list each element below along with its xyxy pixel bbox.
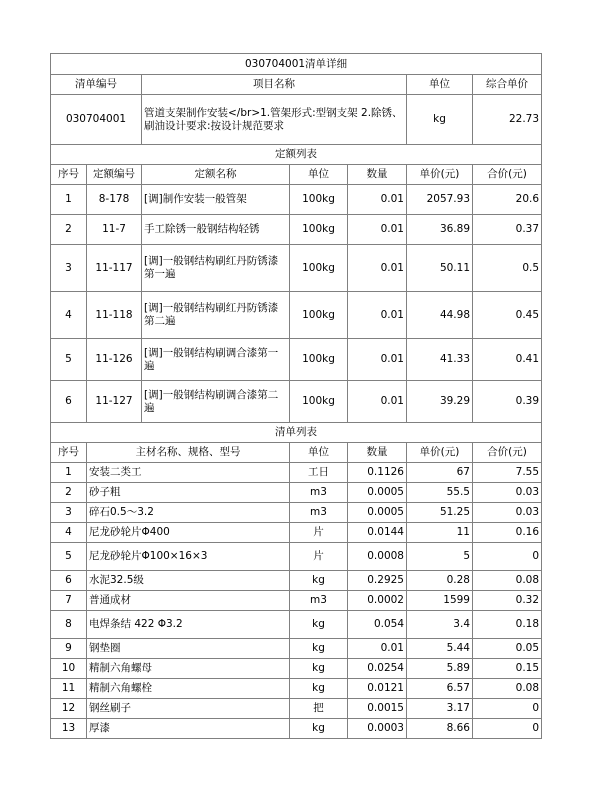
material-no: 7 — [51, 591, 87, 611]
quota-col-header: 单位 — [290, 165, 348, 185]
quota-qty: 0.01 — [348, 185, 407, 215]
quota-name: [调]制作安装一般管架 — [142, 185, 290, 215]
material-price: 5 — [407, 543, 473, 571]
material-row — [51, 639, 542, 659]
material-unit: 把 — [290, 699, 348, 719]
material-row — [51, 571, 542, 591]
material-qty: 0.0003 — [348, 719, 407, 739]
quota-no: 4 — [51, 292, 87, 339]
material-price: 0.28 — [407, 571, 473, 591]
material-unit: kg — [290, 719, 348, 739]
quota-code: 11-117 — [87, 245, 142, 292]
material-row — [51, 719, 542, 739]
quota-price: 39.29 — [407, 381, 473, 423]
quota-qty: 0.01 — [348, 215, 407, 245]
quota-qty: 0.01 — [348, 339, 407, 381]
material-qty: 0.0144 — [348, 523, 407, 543]
material-qty: 0.0015 — [348, 699, 407, 719]
material-unit: m3 — [290, 591, 348, 611]
material-qty: 0.0008 — [348, 543, 407, 571]
quota-total: 20.6 — [473, 185, 542, 215]
material-col-header: 主材名称、规格、型号 — [87, 443, 290, 463]
material-total: 0.18 — [473, 611, 542, 639]
material-no: 6 — [51, 571, 87, 591]
material-qty: 0.0005 — [348, 503, 407, 523]
material-name: 钢丝刷子 — [87, 699, 290, 719]
material-no: 3 — [51, 503, 87, 523]
material-col-header: 合价(元) — [473, 443, 542, 463]
material-total: 0 — [473, 699, 542, 719]
material-name: 安装二类工 — [87, 463, 290, 483]
quota-qty: 0.01 — [348, 245, 407, 292]
quota-unit: 100kg — [290, 339, 348, 381]
item-name-header: 项目名称 — [142, 75, 407, 95]
material-row — [51, 543, 542, 571]
material-name: 精制六角螺栓 — [87, 679, 290, 699]
unit-header: 单位 — [407, 75, 473, 95]
material-qty: 0.1126 — [348, 463, 407, 483]
material-unit: 片 — [290, 543, 348, 571]
material-qty: 0.0005 — [348, 483, 407, 503]
material-name: 普通成材 — [87, 591, 290, 611]
quota-section-title: 定额列表 — [51, 145, 542, 165]
bill-detail-table — [50, 53, 542, 739]
material-unit: kg — [290, 571, 348, 591]
quota-col-header: 数量 — [348, 165, 407, 185]
quota-total: 0.5 — [473, 245, 542, 292]
quota-no: 2 — [51, 215, 87, 245]
material-col-header: 单位 — [290, 443, 348, 463]
material-qty: 0.2925 — [348, 571, 407, 591]
material-price: 6.57 — [407, 679, 473, 699]
quota-name: [调]一般钢结构刷红丹防锈漆第二遍 — [142, 292, 290, 339]
bill-code-header: 清单编号 — [51, 75, 142, 95]
material-total: 7.55 — [473, 463, 542, 483]
material-total: 0.16 — [473, 523, 542, 543]
material-price: 51.25 — [407, 503, 473, 523]
material-unit: kg — [290, 611, 348, 639]
material-name: 电焊条结 422 Φ3.2 — [87, 611, 290, 639]
material-no: 4 — [51, 523, 87, 543]
quota-unit: 100kg — [290, 215, 348, 245]
quota-price: 36.89 — [407, 215, 473, 245]
quota-row — [51, 292, 542, 339]
quota-name: 手工除锈一般钢结构轻锈 — [142, 215, 290, 245]
material-price: 8.66 — [407, 719, 473, 739]
quota-no: 1 — [51, 185, 87, 215]
quota-code: 11-7 — [87, 215, 142, 245]
material-col-header: 序号 — [51, 443, 87, 463]
quota-unit: 100kg — [290, 245, 348, 292]
quota-total: 0.45 — [473, 292, 542, 339]
unit-price-header: 综合单价 — [473, 75, 542, 95]
material-name: 碎石0.5～3.2 — [87, 503, 290, 523]
material-total: 0 — [473, 543, 542, 571]
quota-code: 11-127 — [87, 381, 142, 423]
material-price: 11 — [407, 523, 473, 543]
material-price: 67 — [407, 463, 473, 483]
material-no: 10 — [51, 659, 87, 679]
quota-total: 0.37 — [473, 215, 542, 245]
quota-row — [51, 245, 542, 292]
quota-row — [51, 339, 542, 381]
material-total: 0.05 — [473, 639, 542, 659]
quota-qty: 0.01 — [348, 292, 407, 339]
quota-unit: 100kg — [290, 292, 348, 339]
material-row — [51, 611, 542, 639]
material-price: 3.17 — [407, 699, 473, 719]
material-name: 水泥32.5级 — [87, 571, 290, 591]
quota-qty: 0.01 — [348, 381, 407, 423]
material-no: 12 — [51, 699, 87, 719]
item-name: 管道支架制作安装</br>1.管架形式:型钢支架 2.除锈、刷油设计要求:按设计规范要求 — [142, 95, 407, 145]
material-price: 5.89 — [407, 659, 473, 679]
quota-col-header: 合价(元) — [473, 165, 542, 185]
material-unit: m3 — [290, 483, 348, 503]
quota-price: 50.11 — [407, 245, 473, 292]
quota-code: 11-118 — [87, 292, 142, 339]
material-total: 0 — [473, 719, 542, 739]
bill-unit: kg — [407, 95, 473, 145]
material-total: 0.08 — [473, 679, 542, 699]
quota-row — [51, 185, 542, 215]
material-no: 8 — [51, 611, 87, 639]
quota-name: [调]一般钢结构刷调合漆第一遍 — [142, 339, 290, 381]
material-no: 5 — [51, 543, 87, 571]
quota-price: 2057.93 — [407, 185, 473, 215]
material-total: 0.15 — [473, 659, 542, 679]
materials-section-title: 清单列表 — [51, 423, 542, 443]
material-col-header: 单价(元) — [407, 443, 473, 463]
material-unit: kg — [290, 679, 348, 699]
material-name: 钢垫圈 — [87, 639, 290, 659]
material-unit: 工日 — [290, 463, 348, 483]
quota-name: [调]一般钢结构刷调合漆第二遍 — [142, 381, 290, 423]
material-qty: 0.054 — [348, 611, 407, 639]
material-row — [51, 503, 542, 523]
quota-no: 3 — [51, 245, 87, 292]
material-col-header: 数量 — [348, 443, 407, 463]
material-total: 0.32 — [473, 591, 542, 611]
material-name: 砂子粗 — [87, 483, 290, 503]
bill-unit-price: 22.73 — [473, 95, 542, 145]
material-qty: 0.0002 — [348, 591, 407, 611]
material-qty: 0.0121 — [348, 679, 407, 699]
material-name: 尼龙砂轮片Φ400 — [87, 523, 290, 543]
quota-total: 0.39 — [473, 381, 542, 423]
material-unit: m3 — [290, 503, 348, 523]
bill-code: 030704001 — [51, 95, 142, 145]
quota-row — [51, 381, 542, 423]
quota-no: 6 — [51, 381, 87, 423]
material-unit: kg — [290, 639, 348, 659]
material-no: 9 — [51, 639, 87, 659]
quota-price: 44.98 — [407, 292, 473, 339]
quota-name: [调]一般钢结构刷红丹防锈漆第一遍 — [142, 245, 290, 292]
quota-code: 11-126 — [87, 339, 142, 381]
quota-col-header: 序号 — [51, 165, 87, 185]
quota-total: 0.41 — [473, 339, 542, 381]
material-price: 55.5 — [407, 483, 473, 503]
material-no: 1 — [51, 463, 87, 483]
material-total: 0.08 — [473, 571, 542, 591]
quota-unit: 100kg — [290, 185, 348, 215]
material-row — [51, 659, 542, 679]
material-unit: kg — [290, 659, 348, 679]
quota-col-header: 单价(元) — [407, 165, 473, 185]
quota-unit: 100kg — [290, 381, 348, 423]
material-row — [51, 523, 542, 543]
material-no: 2 — [51, 483, 87, 503]
material-row — [51, 463, 542, 483]
quota-no: 5 — [51, 339, 87, 381]
material-no: 11 — [51, 679, 87, 699]
material-name: 厚漆 — [87, 719, 290, 739]
material-total: 0.03 — [473, 503, 542, 523]
material-row — [51, 483, 542, 503]
material-qty: 0.0254 — [348, 659, 407, 679]
material-name: 尼龙砂轮片Φ100×16×3 — [87, 543, 290, 571]
table-title: 030704001清单详细 — [51, 54, 542, 75]
material-row — [51, 679, 542, 699]
material-row — [51, 591, 542, 611]
material-row — [51, 699, 542, 719]
material-price: 1599 — [407, 591, 473, 611]
material-qty: 0.01 — [348, 639, 407, 659]
quota-row — [51, 215, 542, 245]
quota-code: 8-178 — [87, 185, 142, 215]
material-total: 0.03 — [473, 483, 542, 503]
quota-col-header: 定额名称 — [142, 165, 290, 185]
material-price: 3.4 — [407, 611, 473, 639]
material-unit: 片 — [290, 523, 348, 543]
material-name: 精制六角螺母 — [87, 659, 290, 679]
quota-col-header: 定额编号 — [87, 165, 142, 185]
material-price: 5.44 — [407, 639, 473, 659]
quota-price: 41.33 — [407, 339, 473, 381]
material-no: 13 — [51, 719, 87, 739]
